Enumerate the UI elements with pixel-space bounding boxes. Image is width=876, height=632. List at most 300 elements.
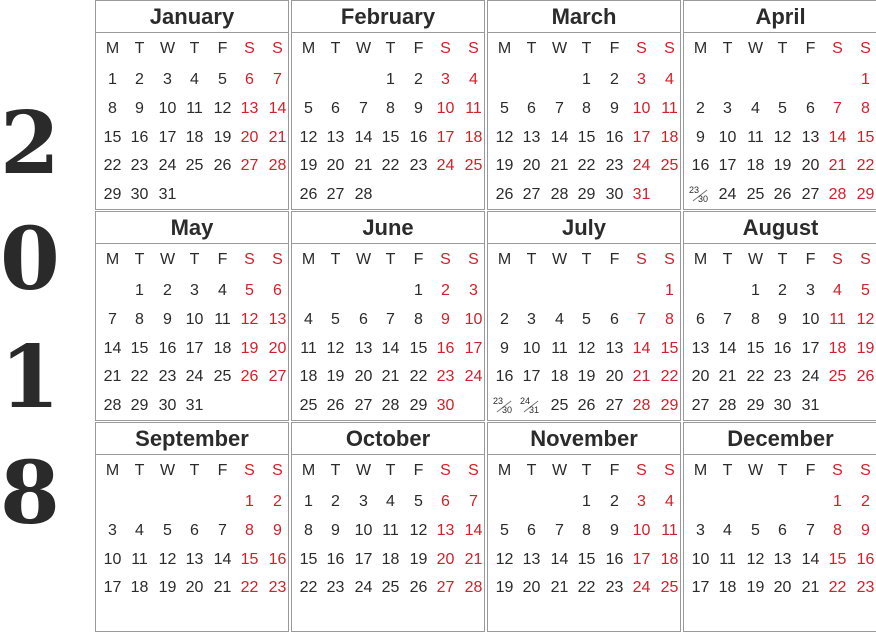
day-cell: 21 [550, 157, 569, 174]
day-cell: 12 [746, 551, 765, 568]
weekday-header: S [468, 251, 479, 268]
day-cell: 1 [582, 493, 591, 510]
day-cell: 13 [522, 551, 541, 568]
weekday-header: F [609, 462, 620, 479]
weekday-header: S [860, 251, 871, 268]
day-cell: 10 [632, 522, 651, 539]
day-cell: 1 [833, 493, 842, 510]
day-cell: 15 [103, 129, 122, 146]
weekday-header: T [189, 251, 200, 268]
day-cell: 6 [527, 100, 536, 117]
weekday-header: S [468, 462, 479, 479]
day-cell: 6 [696, 311, 705, 328]
day-cell: 17 [691, 579, 710, 596]
day-cell: 21 [632, 368, 651, 385]
month-name: May [170, 215, 214, 240]
day-cell: 22 [130, 368, 149, 385]
day-cell: 25 [550, 397, 569, 414]
day-cell: 3 [527, 311, 536, 328]
day-cell: 12 [495, 551, 514, 568]
day-cell: 5 [500, 100, 509, 117]
day-cell: 6 [610, 311, 619, 328]
weekday-header: T [526, 462, 537, 479]
day-grid [488, 32, 680, 209]
day-cell: 25 [828, 368, 847, 385]
day-cell: 14 [718, 340, 737, 357]
day-cell: 11 [661, 100, 678, 117]
day-cell: 29 [103, 186, 122, 203]
weekday-header: T [330, 40, 341, 57]
day-cell: 17 [801, 340, 820, 357]
month-january [95, 0, 289, 210]
day-cell: 21 [268, 129, 287, 146]
day-grid [96, 32, 288, 209]
day-cell: 7 [723, 311, 732, 328]
day-cell: 5 [163, 522, 172, 539]
day-cell: 18 [550, 368, 569, 385]
weekday-header: M [301, 40, 316, 57]
day-cell: 3 [637, 493, 646, 510]
day-cell: 30 [773, 397, 792, 414]
day-cell: 12 [773, 129, 792, 146]
weekday-header: T [189, 40, 200, 57]
weekday-header: T [134, 40, 145, 57]
day-cell: 18 [381, 551, 400, 568]
day-cell: 2 [135, 71, 144, 88]
weekday-header: M [301, 251, 316, 268]
day-cell: 25 [660, 579, 679, 596]
day-cell: 19 [213, 129, 232, 146]
day-cell: 15 [240, 551, 259, 568]
weekday-header: S [636, 251, 647, 268]
day-cell: 13 [326, 129, 345, 146]
day-cell: 15 [381, 129, 400, 146]
day-cell: 26 [773, 186, 792, 203]
day-cell: 15 [299, 551, 318, 568]
weekday-header: M [693, 40, 708, 57]
day-cell: 16 [605, 551, 624, 568]
day-cell: 27 [801, 186, 820, 203]
day-cell: 1 [582, 71, 591, 88]
day-cell: 9 [610, 522, 619, 539]
month-february [291, 0, 485, 210]
weekday-header: T [722, 462, 733, 479]
day-cell: 14 [464, 522, 483, 539]
day-cell: 20 [522, 579, 541, 596]
day-cell: 25 [464, 157, 483, 174]
day-cell: 13 [436, 522, 455, 539]
day-cell: 3 [441, 71, 450, 88]
day-cell: 4 [751, 100, 760, 117]
weekday-header: S [832, 251, 843, 268]
day-cell: 20 [326, 157, 345, 174]
day-cell: 10 [185, 311, 204, 328]
day-cell: 30 [605, 186, 624, 203]
day-cell: 7 [833, 100, 842, 117]
weekday-header: F [217, 40, 228, 57]
day-cell: 22 [577, 157, 596, 174]
weekday-header: W [159, 251, 176, 268]
month-may [95, 211, 289, 421]
day-cell: 5 [245, 282, 254, 299]
day-cell: 9 [135, 100, 144, 117]
day-cell: 9 [331, 522, 340, 539]
day-cell: 20 [801, 157, 820, 174]
weekday-header: F [805, 40, 816, 57]
day-cell: 15 [828, 551, 847, 568]
day-cell: 19 [326, 368, 345, 385]
day-cell: 21 [828, 157, 847, 174]
weekday-header: T [526, 40, 537, 57]
day-cell: 10 [632, 100, 651, 117]
day-cell: 17 [464, 340, 483, 357]
day-cell: 19 [158, 579, 177, 596]
day-cell: 27 [268, 368, 287, 385]
day-cell: 18 [185, 129, 204, 146]
day-cell: 27 [240, 157, 259, 174]
day-cell: 30 [158, 397, 177, 414]
month-name: April [755, 4, 806, 29]
day-cell: 22 [660, 368, 679, 385]
day-cell: 3 [469, 282, 478, 299]
day-cell: 2 [273, 493, 282, 510]
day-cell: 15 [409, 340, 428, 357]
weekday-header: T [722, 40, 733, 57]
day-cell: 9 [441, 311, 450, 328]
day-cell: 29 [856, 186, 875, 203]
day-cell: 25 [299, 397, 318, 414]
day-cell: 24 [185, 368, 204, 385]
day-cell: 18 [828, 340, 847, 357]
day-cell: 15 [856, 129, 875, 146]
month-september [95, 422, 289, 632]
weekday-header: M [497, 251, 512, 268]
month-name: September [135, 426, 249, 451]
weekday-header: M [105, 251, 120, 268]
day-cell: 1 [304, 493, 313, 510]
day-cell: 11 [382, 522, 399, 539]
day-cell: 14 [550, 129, 569, 146]
day-cell: 11 [465, 100, 482, 117]
day-cell: 2 [414, 71, 423, 88]
day-cell: 18 [660, 551, 679, 568]
day-cell: 28 [550, 186, 569, 203]
day-grid [684, 454, 876, 631]
day-cell: 5 [304, 100, 313, 117]
weekday-header: T [722, 251, 733, 268]
month-name: June [362, 215, 414, 240]
day-cell: 19 [495, 157, 514, 174]
month-name: July [561, 215, 607, 240]
day-cell: 27 [354, 397, 373, 414]
day-cell: 24 [354, 579, 373, 596]
day-cell: 4 [304, 311, 313, 328]
day-cell: 5 [500, 522, 509, 539]
day-cell: 8 [665, 311, 674, 328]
day-cell: 17 [185, 340, 204, 357]
day-cell: 26 [856, 368, 875, 385]
day-grid [96, 243, 288, 420]
weekday-header: F [413, 251, 424, 268]
day-cell: 18 [213, 340, 232, 357]
weekday-header: W [551, 462, 568, 479]
day-cell: 23 [326, 579, 345, 596]
day-cell: 6 [190, 522, 199, 539]
day-cell: 30 [436, 397, 455, 414]
day-cell: 7 [386, 311, 395, 328]
day-cell: 13 [268, 311, 287, 328]
day-cell: 2 [696, 100, 705, 117]
day-cell: 19 [773, 157, 792, 174]
day-cell: 8 [386, 100, 395, 117]
weekday-header: F [217, 462, 228, 479]
day-cell: 22 [409, 368, 428, 385]
weekday-header: W [747, 462, 764, 479]
day-cell: 24 [801, 368, 820, 385]
day-cell: 18 [130, 579, 149, 596]
day-cell: 9 [696, 129, 705, 146]
day-cell: 18 [746, 157, 765, 174]
day-cell: 22 [746, 368, 765, 385]
day-cell: 29 [130, 397, 149, 414]
weekday-header: S [244, 40, 255, 57]
day-cell: 16 [495, 368, 514, 385]
day-cell: 11 [661, 522, 678, 539]
day-cell: 26 [240, 368, 259, 385]
weekday-header: S [664, 251, 675, 268]
month-name: August [742, 215, 819, 240]
day-cell: 6 [331, 100, 340, 117]
day-cell: 19 [495, 579, 514, 596]
year-digit: 1 [0, 327, 60, 428]
day-cell: 8 [861, 100, 870, 117]
day-cell: 4 [386, 493, 395, 510]
weekday-header: S [860, 462, 871, 479]
day-cell: 18 [718, 579, 737, 596]
day-cell: 26 [495, 186, 514, 203]
day-cell: 16 [856, 551, 875, 568]
day-cell: 25 [746, 186, 765, 203]
day-cell: 2 [610, 493, 619, 510]
day-cell: 12 [577, 340, 596, 357]
day-cell: 29 [746, 397, 765, 414]
day-cell: 6 [359, 311, 368, 328]
day-cell: 9 [273, 522, 282, 539]
weekday-header: F [413, 40, 424, 57]
weekday-header: T [134, 462, 145, 479]
day-cell: 5 [331, 311, 340, 328]
day-cell: 2 [331, 493, 340, 510]
day-cell: 3 [696, 522, 705, 539]
day-cell: 25 [213, 368, 232, 385]
day-cell: 24 [158, 157, 177, 174]
weekday-header: M [301, 462, 316, 479]
day-cell: 27 [605, 397, 624, 414]
day-cell: 2 [441, 282, 450, 299]
day-cell: 26 [213, 157, 232, 174]
day-cell: 31 [632, 186, 651, 203]
day-cell: 20 [436, 551, 455, 568]
day-cell: 27 [436, 579, 455, 596]
day-cell: 15 [577, 129, 596, 146]
weekday-header: T [526, 251, 537, 268]
day-cell: 4 [665, 71, 674, 88]
day-cell: 3 [190, 282, 199, 299]
day-cell: 22 [103, 157, 122, 174]
day-cell: 8 [582, 522, 591, 539]
day-cell: 20 [691, 368, 710, 385]
weekday-header: M [693, 462, 708, 479]
year-digit: 0 [0, 209, 60, 310]
day-cell: 16 [691, 157, 710, 174]
day-cell: 19 [299, 157, 318, 174]
year-digit: 8 [0, 443, 60, 544]
day-cell: 10 [354, 522, 373, 539]
weekday-header: W [355, 40, 372, 57]
day-cell: 11 [747, 129, 764, 146]
day-cell: 14 [828, 129, 847, 146]
day-cell: 22 [299, 579, 318, 596]
day-cell: 22 [381, 157, 400, 174]
day-cell: 5 [414, 493, 423, 510]
weekday-header: W [551, 40, 568, 57]
day-cell: 7 [273, 71, 282, 88]
day-grid [292, 454, 484, 631]
day-cell: 17 [522, 368, 541, 385]
day-cell: 8 [751, 311, 760, 328]
day-cell: 10 [522, 340, 541, 357]
day-cell: 5 [778, 100, 787, 117]
day-cell: 3 [108, 522, 117, 539]
weekday-header: S [272, 251, 283, 268]
day-cell: 1 [245, 493, 254, 510]
day-cell: 5 [218, 71, 227, 88]
day-grid [684, 243, 876, 420]
day-cell: 12 [158, 551, 177, 568]
day-cell: 21 [464, 551, 483, 568]
day-cell: 16 [130, 129, 149, 146]
day-cell: 30 [130, 186, 149, 203]
day-cell: 14 [268, 100, 287, 117]
day-cell: 14 [801, 551, 820, 568]
weekday-header: W [747, 251, 764, 268]
day-cell: 4 [218, 282, 227, 299]
day-cell: 22 [577, 579, 596, 596]
day-cell: 25 [660, 157, 679, 174]
day-cell: 17 [718, 157, 737, 174]
day-cell: 13 [801, 129, 820, 146]
day-cell: 7 [555, 100, 564, 117]
day-cell: 19 [746, 579, 765, 596]
day-cell: 14 [550, 551, 569, 568]
weekday-header: W [159, 462, 176, 479]
day-cell: 24 [464, 368, 483, 385]
day-cell: 29 [577, 186, 596, 203]
month-name: February [340, 4, 436, 29]
day-cell: 9 [610, 100, 619, 117]
day-cell: 26 [409, 579, 428, 596]
day-cell: 8 [833, 522, 842, 539]
weekday-header: S [440, 40, 451, 57]
day-cell: 25 [381, 579, 400, 596]
weekday-header: M [497, 462, 512, 479]
day-cell: 7 [469, 493, 478, 510]
day-cell: 1 [135, 282, 144, 299]
day-cell: 28 [464, 579, 483, 596]
day-cell: 12 [299, 129, 318, 146]
weekday-header: T [777, 40, 788, 57]
day-cell: 7 [555, 522, 564, 539]
weekday-header: S [244, 251, 255, 268]
day-cell: 9 [414, 100, 423, 117]
day-cell: 10 [436, 100, 455, 117]
weekday-header: M [693, 251, 708, 268]
day-cell: 5 [861, 282, 870, 299]
day-grid: M T W T F S S 1 2 3 4 5 6 7 8 9 10 11 12 13 14 15 16 17 18 19 20 21 22 23 30 24 31 25 26 27 28 29 [488, 243, 680, 420]
day-cell: 22 [828, 579, 847, 596]
day-cell: 8 [108, 100, 117, 117]
day-cell: 23 [268, 579, 287, 596]
day-cell: 26 [326, 397, 345, 414]
day-cell: 20 [240, 129, 259, 146]
day-cell: 7 [108, 311, 117, 328]
weekday-header: T [330, 462, 341, 479]
day-cell: 23 [409, 157, 428, 174]
day-cell: 10 [464, 311, 483, 328]
day-cell: 17 [632, 129, 651, 146]
day-cell: 8 [245, 522, 254, 539]
day-grid [96, 454, 288, 631]
weekday-header: M [105, 40, 120, 57]
day-cell: 4 [469, 71, 478, 88]
year-digit: 2 [0, 93, 60, 194]
weekday-header: T [189, 462, 200, 479]
day-cell: 15 [130, 340, 149, 357]
day-cell: 19 [577, 368, 596, 385]
day-cell: 3 [637, 71, 646, 88]
day-cell: 19 [409, 551, 428, 568]
day-cell: 4 [190, 71, 199, 88]
weekday-header: T [385, 462, 396, 479]
day-cell: 9 [500, 340, 509, 357]
weekday-header: F [609, 251, 620, 268]
day-cell: 23 [158, 368, 177, 385]
weekday-header: M [105, 462, 120, 479]
day-cell: 11 [551, 340, 568, 357]
weekday-header: S [860, 40, 871, 57]
weekday-header: S [664, 40, 675, 57]
day-cell: 28 [828, 186, 847, 203]
day-cell: 17 [354, 551, 373, 568]
day-grid [292, 32, 484, 209]
day-cell: 8 [135, 311, 144, 328]
day-cell: 16 [268, 551, 287, 568]
weekday-header: M [497, 40, 512, 57]
weekday-header: W [551, 251, 568, 268]
weekday-header: T [581, 462, 592, 479]
day-cell: 25 [185, 157, 204, 174]
day-cell: 11 [300, 340, 317, 357]
day-cell: 3 [723, 100, 732, 117]
day-cell: 22 [856, 157, 875, 174]
day-cell: 12 [240, 311, 259, 328]
day-cell: 29 [660, 397, 679, 414]
day-cell: 13 [354, 340, 373, 357]
weekday-header: F [413, 462, 424, 479]
day-cell: 17 [103, 579, 122, 596]
weekday-header: S [468, 40, 479, 57]
day-cell: 27 [522, 186, 541, 203]
